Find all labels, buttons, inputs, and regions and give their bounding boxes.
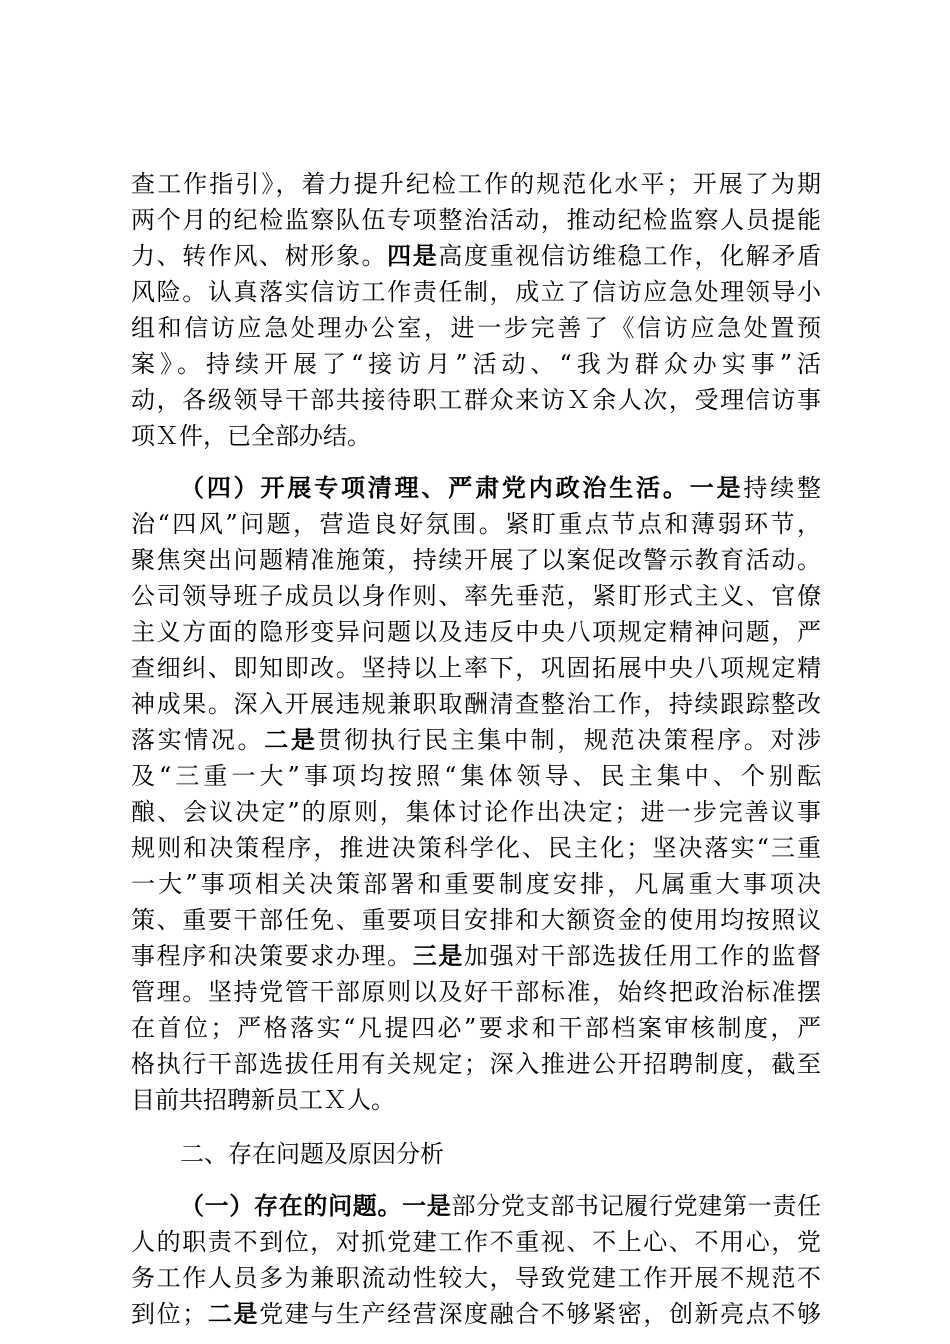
- bold-keyword: 二是: [206, 1299, 260, 1328]
- text-line: 项Ｘ件，已全部办结。: [131, 422, 371, 450]
- text-line: 务工作人员多为兼职流动性较大，导致党建工作开展不规范不: [131, 1264, 821, 1292]
- text-line: 格执行干部选拔任用有关规定；深入推进公开招聘制度，截至: [131, 1050, 821, 1078]
- text-line: [131, 940, 821, 972]
- section-heading-bold: （四）开展专项清理、严肃党内政治生活。一是: [180, 473, 744, 502]
- text-run: 高度重视信访维稳工作，化解矛盾: [438, 242, 822, 270]
- section-heading-bold: （一）存在的问题。一是: [180, 1191, 452, 1220]
- text-line: [180, 472, 821, 504]
- text-run: 到位；: [131, 1300, 207, 1328]
- text-line: 风险。认真落实信访工作责任制，成立了信访应急处理领导小: [131, 278, 821, 306]
- text-line: 规则和决策程序，推进决策科学化、民主化；坚决落实“三重: [131, 834, 821, 862]
- text-line: 查细纠、即知即改。坚持以上率下，巩固拓展中央八项规定精: [131, 654, 821, 682]
- section-heading: 二、存在问题及原因分析: [180, 1140, 444, 1168]
- text-line: 聚焦突出问题精准施策，持续开展了以案促改警示教育活动。: [131, 546, 821, 574]
- text-run: 党建与生产经营深度融合不够紧密，创新亮点不够: [259, 1300, 822, 1328]
- text-line: 管理。坚持党管干部原则以及好干部标准，始终把政治标准摆: [131, 978, 821, 1006]
- text-line: 人的职责不到位，对抓党建工作不重视、不上心、不用心，党: [131, 1228, 821, 1256]
- text-line: [131, 1298, 821, 1330]
- text-line: 目前共招聘新员工Ｘ人。: [131, 1086, 395, 1114]
- text-line: 主义方面的隐形变异问题以及违反中央八项规定精神问题，严: [131, 618, 821, 646]
- text-run: 事程序和决策要求办理。: [131, 942, 413, 970]
- text-line: 治“四风”问题，营造良好氛围。紧盯重点节点和薄弱环节，: [131, 510, 821, 538]
- text-line: 策、重要干部任免、重要项目安排和大额资金的使用均按照议: [131, 906, 821, 934]
- text-run: 力、转作风、树形象。: [131, 242, 388, 270]
- text-run: 贯彻执行民主集中制，规范决策程序。对涉: [317, 726, 822, 754]
- text-line: [131, 724, 821, 756]
- bold-keyword: 三是: [412, 941, 465, 970]
- text-run: 持续整: [743, 474, 822, 502]
- text-line: 一大”事项相关决策部署和重要制度安排，凡属重大事项决: [131, 870, 821, 898]
- text-line: 公司领导班子成员以身作则、率先垂范，紧盯形式主义、官僚: [131, 582, 821, 610]
- bold-keyword: 二是: [264, 725, 318, 754]
- text-line: [180, 1190, 821, 1222]
- text-line: 及“三重一大”事项均按照“集体领导、民主集中、个别酝: [131, 762, 821, 790]
- text-run: 加强对干部选拔任用工作的监督: [464, 942, 822, 970]
- text-line: 组和信访应急处理办公室，进一步完善了《信访应急处置预: [131, 314, 821, 342]
- bold-keyword: 四是: [387, 241, 439, 270]
- text-line: [131, 240, 821, 272]
- text-line: 案》。持续开展了“接访月”活动、“我为群众办实事”活: [131, 350, 821, 378]
- text-line: 酿、会议决定”的原则，集体讨论作出决定；进一步完善议事: [131, 798, 821, 826]
- text-line: 神成果。深入开展违规兼职取酬清查整治工作，持续跟踪整改: [131, 690, 821, 718]
- text-line: 在首位；严格落实“凡提四必”要求和干部档案审核制度，严: [131, 1014, 821, 1042]
- text-line: 查工作指引》，着力提升纪检工作的规范化水平；开展了为期: [131, 170, 821, 198]
- text-line: 两个月的纪检监察队伍专项整治活动，推动纪检监察人员提能: [131, 206, 821, 234]
- text-run: 落实情况。: [131, 726, 265, 754]
- text-line: 动，各级领导干部共接待职工群众来访Ｘ余人次，受理信访事: [131, 386, 821, 414]
- text-run: 部分党支部书记履行党建第一责任: [451, 1192, 822, 1220]
